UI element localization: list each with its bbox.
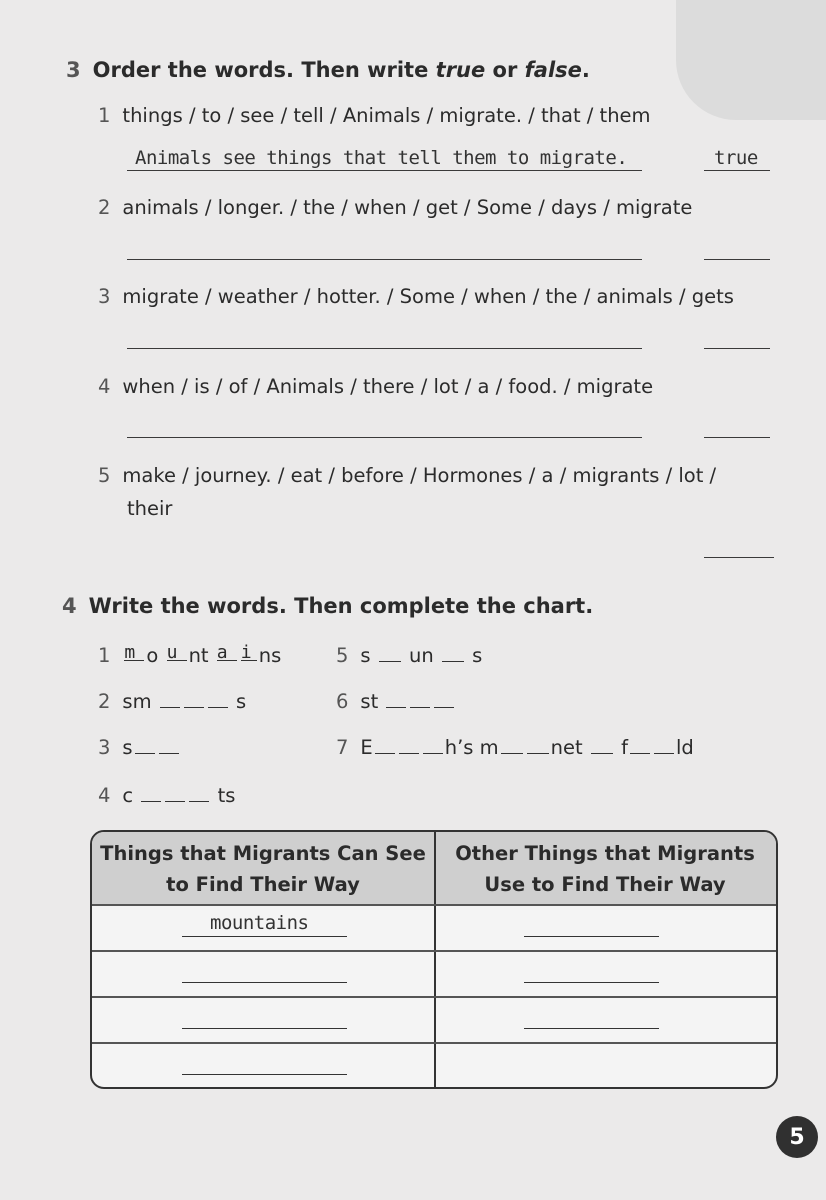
ex4-word-7-blank-8[interactable] (654, 737, 674, 754)
ex4-word-6-blank-2[interactable] (410, 691, 430, 708)
ex4-word-4-blank-1[interactable] (141, 785, 161, 802)
exercise-4-number: 4 (62, 594, 77, 618)
ex3-item-3-tf-line[interactable] (704, 348, 770, 349)
chart-answer-mountains: mountains (210, 912, 309, 934)
ex4-word-6: 6 st (336, 690, 456, 713)
exercise-3-title-false: false (524, 58, 582, 82)
ex3-item-5-tf-line[interactable] (704, 557, 774, 558)
ex4-word-6-number: 6 (336, 690, 349, 713)
chart-col1-line-4[interactable] (182, 1074, 347, 1075)
chart-col1-line-3[interactable] (182, 1028, 347, 1029)
exercise-3-title-end: . (581, 58, 590, 82)
ex3-item-5-text: make / journey. / eat / before / Hormones / a / migrants / lot / (122, 464, 717, 487)
ex4-word-1-number: 1 (98, 644, 111, 667)
ex3-item-2-tf-line[interactable] (704, 259, 770, 260)
ex3-item-5 (98, 464, 716, 487)
ex4-word-7-blank-6[interactable] (591, 737, 613, 754)
ex4-word-7: 7 E h’s m net f ld (336, 736, 694, 759)
ex3-item-1-text: things / to / see / tell / Animals / migrate. / that / them (122, 104, 651, 127)
ex3-item-2-sentence-line[interactable] (127, 259, 642, 260)
exercise-3-title-mid: or (485, 58, 525, 82)
ex3-item-4-sentence-line[interactable] (127, 437, 642, 438)
ex4-word-5-blank-1[interactable] (379, 645, 401, 662)
exercise-4-heading (62, 594, 593, 618)
ex4-word-4: 4 c ts (98, 784, 236, 807)
ex4-word-5-blank-2[interactable] (442, 645, 464, 662)
ex4-word-4-number: 4 (98, 784, 111, 807)
exercise-3-heading (66, 58, 590, 82)
ex4-word-7-blank-5[interactable] (527, 737, 549, 754)
chart-column-divider (434, 832, 436, 1087)
chart-col2-line-3[interactable] (524, 1028, 659, 1029)
chart-col1-line-2[interactable] (182, 982, 347, 983)
ex4-word-7-blank-7[interactable] (630, 737, 650, 754)
ex3-item-1-number: 1 (98, 104, 111, 127)
ex4-word-1-blank-1[interactable]: m (124, 644, 144, 661)
ex3-item-1 (98, 104, 651, 127)
ex4-word-5: 5 s un s (336, 644, 483, 667)
unit-tab-decoration (676, 0, 826, 120)
ex4-word-1-blank-3[interactable]: a (217, 644, 237, 661)
ex4-word-1-blank-4[interactable]: i (241, 644, 257, 661)
migration-chart (90, 830, 778, 1089)
ex4-word-6-blank-1[interactable] (386, 691, 406, 708)
ex3-item-4 (98, 375, 653, 398)
ex3-item-1-sentence-line[interactable] (127, 170, 642, 171)
ex4-word-2-blank-1[interactable] (160, 691, 180, 708)
ex4-word-5-number: 5 (336, 644, 349, 667)
ex3-item-2-text: animals / longer. / the / when / get / Some / days / migrate (122, 196, 693, 219)
ex4-word-2: 2 sm s (98, 690, 247, 713)
exercise-3-number: 3 (66, 58, 81, 82)
ex3-item-4-number: 4 (98, 375, 111, 398)
chart-col2-line-1[interactable] (524, 936, 659, 937)
ex3-item-3-number: 3 (98, 285, 111, 308)
ex4-word-2-number: 2 (98, 690, 111, 713)
chart-row-divider (92, 1042, 776, 1044)
ex3-item-3-sentence-line[interactable] (127, 348, 642, 349)
chart-row-divider (92, 996, 776, 998)
exercise-4-title: Write the words. Then complete the chart. (88, 594, 594, 618)
chart-row-divider (92, 904, 776, 906)
ex4-word-1: 1 m o u nt a i ns (98, 642, 282, 667)
ex4-word-3-blank-1[interactable] (135, 737, 155, 754)
ex4-word-3-blank-2[interactable] (159, 737, 179, 754)
ex4-word-1-blank-2[interactable]: u (167, 644, 187, 661)
ex4-word-2-blank-3[interactable] (208, 691, 228, 708)
ex4-word-6-blank-3[interactable] (434, 691, 454, 708)
ex3-item-4-tf-line[interactable] (704, 437, 770, 438)
page-number-badge: 5 (776, 1116, 818, 1158)
ex3-item-2-number: 2 (98, 196, 111, 219)
ex4-word-4-blank-3[interactable] (189, 785, 209, 802)
ex4-word-3-number: 3 (98, 736, 111, 759)
ex3-item-4-text: when / is / of / Animals / there / lot / a / food. / migrate (122, 375, 654, 398)
ex4-word-7-blank-3[interactable] (423, 737, 443, 754)
ex3-item-1-answer: Animals see things that tell them to migrate. (135, 147, 628, 169)
ex3-item-5-number: 5 (98, 464, 111, 487)
chart-row-divider (92, 950, 776, 952)
ex4-word-7-blank-2[interactable] (399, 737, 419, 754)
exercise-3-title-a: Order the words. Then write (92, 58, 436, 82)
ex3-item-5-text-cont: their (127, 497, 173, 520)
chart-col2-line-2[interactable] (524, 982, 659, 983)
ex4-word-3: 3 s (98, 736, 181, 759)
chart-col1-line-1[interactable] (182, 936, 347, 937)
ex4-word-7-blank-4[interactable] (501, 737, 523, 754)
ex4-word-7-number: 7 (336, 736, 349, 759)
chart-column-1-header: Things that Migrants Can See to Find Their Way (100, 842, 426, 896)
ex3-item-3 (98, 285, 734, 308)
ex3-item-1-tf-line[interactable] (704, 170, 770, 171)
ex4-word-2-blank-2[interactable] (184, 691, 204, 708)
ex4-word-4-blank-2[interactable] (165, 785, 185, 802)
ex3-item-1-true-false-answer: true (714, 147, 758, 169)
ex3-item-3-text: migrate / weather / hotter. / Some / when / the / animals / gets (122, 285, 734, 308)
ex4-word-7-blank-1[interactable] (375, 737, 395, 754)
ex3-item-2 (98, 196, 692, 219)
chart-column-2-header: Other Things that Migrants Use to Find Their Way (455, 842, 755, 896)
exercise-3-title-true: true (435, 58, 486, 82)
